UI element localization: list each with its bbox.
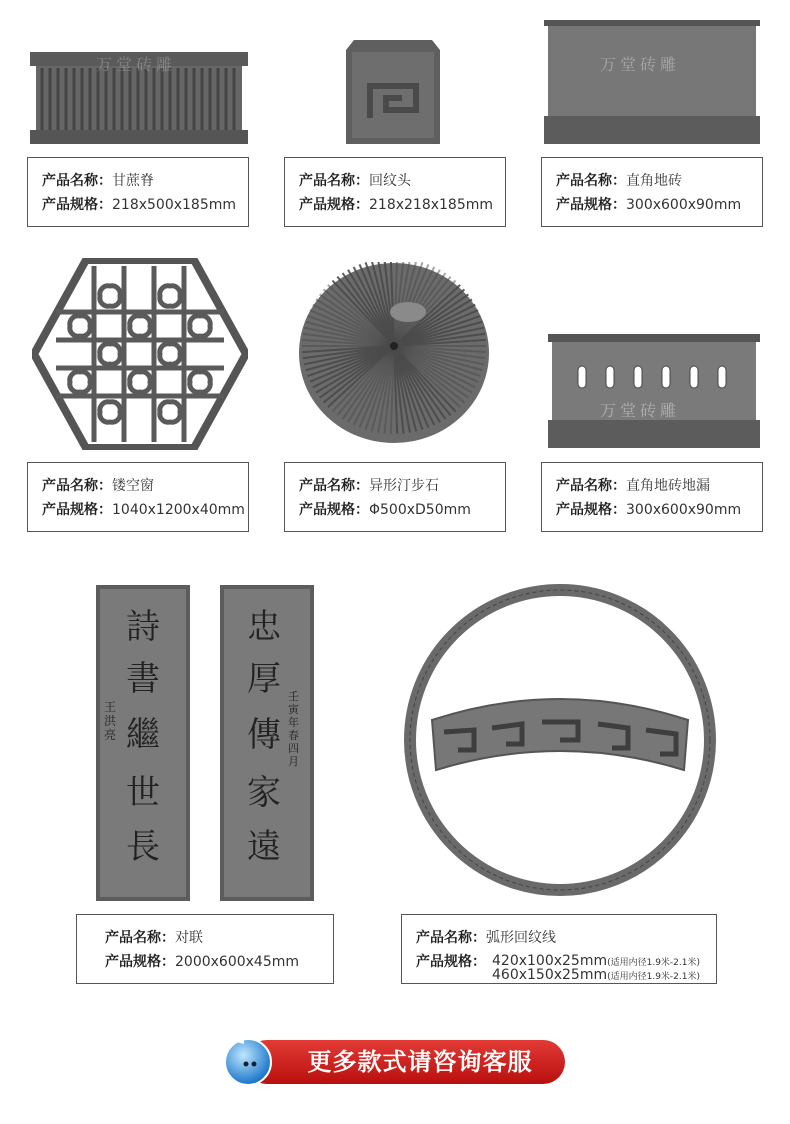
consult-button-label: 更多款式请咨询客服	[307, 1048, 533, 1076]
product-spec: Φ500xD50mm	[369, 502, 471, 518]
chat-bubble-icon	[222, 1034, 274, 1086]
product-card-dilou: 产品名称：直角地砖地漏 产品规格：300x600x90mm	[541, 462, 763, 532]
product-card-tingbushi: 产品名称：异形汀步石 产品规格：Φ500xD50mm	[284, 462, 506, 532]
couplet-char: 家	[247, 773, 281, 813]
product-name: 异形汀步石	[369, 478, 439, 494]
product-spec: 1040x1200x40mm	[112, 502, 245, 518]
couplet-char: 世	[126, 773, 160, 813]
product-image-huxinghuiwenxian	[402, 582, 718, 898]
product-card-loukongchuang: 产品名称：镂空窗 产品规格：1040x1200x40mm	[27, 462, 249, 532]
couplet-signature: 王洪亮	[104, 700, 117, 742]
product-name: 回纹头	[369, 173, 411, 189]
couplet-char: 傳	[247, 715, 281, 755]
product-spec: 300x600x90mm	[626, 197, 742, 213]
couplet-char: 繼	[126, 715, 160, 755]
couplet-char: 詩	[126, 607, 160, 647]
watermark: 万堂砖雕	[600, 55, 681, 74]
couplet-signature: 壬寅年春四月	[288, 690, 299, 768]
couplet-char: 忠	[247, 607, 281, 647]
couplet-char: 厚	[247, 659, 281, 699]
product-image-zhijiaodizhuan	[544, 20, 760, 144]
product-image-loukongchuang	[32, 258, 248, 450]
product-card-huiwenxian: 产品名称：弧形回纹线 产品规格： 420x100x25mm(适用内径1.9米-2.1米) 460x150x25mm(适用内径1.9米-2.1米)	[401, 914, 717, 984]
product-name: 甘蔗脊	[112, 173, 154, 189]
product-spec: 300x600x90mm	[626, 502, 742, 518]
product-name: 弧形回纹线	[486, 930, 556, 946]
watermark: 万堂砖雕	[96, 55, 177, 74]
product-name: 对联	[175, 930, 203, 946]
product-name: 直角地砖地漏	[626, 478, 710, 494]
product-spec: 218x500x185mm	[112, 197, 237, 213]
product-spec: 420x100x25mm	[492, 953, 608, 969]
product-name: 直角地砖	[626, 173, 682, 189]
product-card-huiwentou: 产品名称：回纹头 产品规格：218x218x185mm	[284, 157, 506, 227]
product-image-yixingtingbushi	[298, 262, 490, 444]
product-card-zhijiaodizhuan: 产品名称：直角地砖 产品规格：300x600x90mm	[541, 157, 763, 227]
product-image-huiwentou	[346, 40, 440, 144]
product-image-dilou	[548, 334, 760, 448]
product-card-ganzheji: 产品名称：甘蔗脊 产品规格：218x500x185mm	[27, 157, 249, 227]
product-spec: 2000x600x45mm	[175, 954, 300, 970]
watermark: 万堂砖雕	[600, 401, 681, 420]
couplet-char: 長	[126, 827, 160, 867]
product-name: 镂空窗	[112, 478, 154, 494]
couplet-char: 書	[126, 659, 160, 699]
product-spec: 460x150x25mm	[492, 967, 608, 983]
couplet-char: 遠	[247, 827, 281, 867]
product-card-duilian: 产品名称：对联 产品规格：2000x600x45mm	[76, 914, 334, 984]
product-spec: 218x218x185mm	[369, 197, 494, 213]
